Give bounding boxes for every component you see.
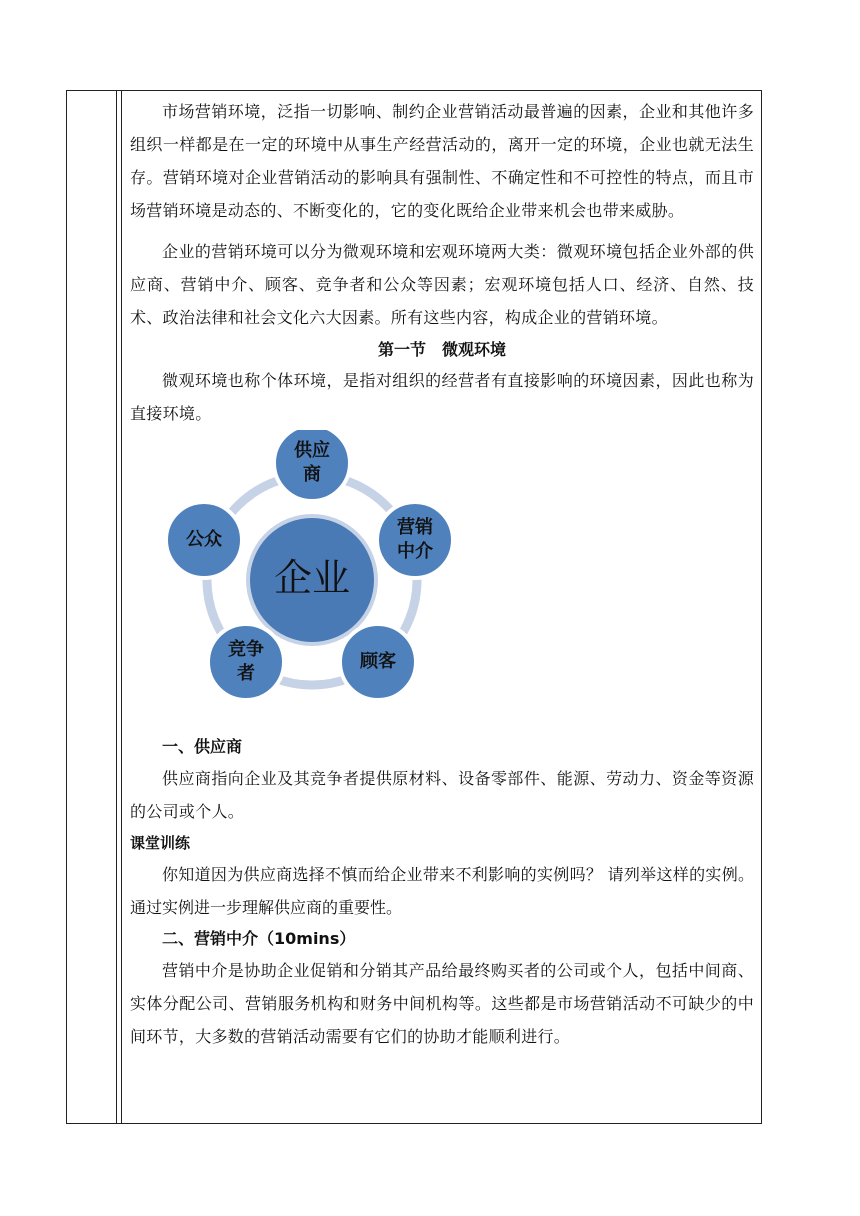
center-label: 企业 bbox=[273, 556, 350, 600]
heading-class-training: 课堂训练 bbox=[130, 834, 191, 852]
supplier-label: 供应商 bbox=[294, 440, 330, 485]
paragraph-micro-environment: 微观环境也称个体环境，是指对组织的经营者有直接影响的环境因素，因此也称为直接环境。 bbox=[130, 371, 754, 423]
customer-label: 顾客 bbox=[360, 651, 396, 672]
diagram-graphic bbox=[122, 430, 762, 720]
competitor-label: 竞争者 bbox=[228, 639, 264, 684]
paragraph-intro: 市场营销环境，泛指一切影响、制约企业营销活动最普遍的因素，企业和其他许多组织一样都是在一定的环境中从事生产经营活动的，离开一定的环境，企业也就无法生存。营销环境对企业营销活动的影响具有强制性、不确定性和不可控性的特点，而且市场营销环境是动态的、不断变化的，它的变化既给企业带来机会也带来威胁。 bbox=[130, 102, 754, 220]
paragraph-class-training: 你知道因为供应商选择不慎而给企业带来不利影响的实例吗？ 请列举这样的实例。通过实例进一步理解供应商的重要性。 bbox=[130, 865, 754, 917]
paragraph-intermediary: 营销中介是协助企业促销和分销其产品给最终购买者的公司或个人，包括中间商、实体分配公司、营销服务机构和财务中间机构等。这些都是市场营销活动不可缺少的中间环节，大多数的营销活动需要有它们的协助才能顺利进行。 bbox=[130, 961, 754, 1046]
public-label: 公众 bbox=[186, 529, 222, 550]
micro-environment-diagram bbox=[122, 430, 762, 720]
heading-supplier: 一、供应商 bbox=[162, 737, 243, 756]
column-divider bbox=[116, 90, 117, 1124]
intermediary-label: 营销中介 bbox=[397, 517, 433, 562]
paragraph-supplier: 供应商指向企业及其竞争者提供原材料、设备零部件、能源、劳动力、资金等资源的公司或个人。 bbox=[130, 769, 754, 821]
heading-intermediary: 二、营销中介（10mins） bbox=[162, 929, 356, 948]
paragraph-environment-types: 企业的营销环境可以分为微观环境和宏观环境两大类：微观环境包括企业外部的供应商、营销中介、顾客、竞争者和公众等因素；宏观环境包括人口、经济、自然、技术、政治法律和社会文化六大因素。所有这些内容，构成企业的营销环境。 bbox=[130, 242, 754, 327]
lesson-content bbox=[122, 90, 762, 1053]
section-title: 第一节 微观环境 bbox=[377, 340, 506, 359]
